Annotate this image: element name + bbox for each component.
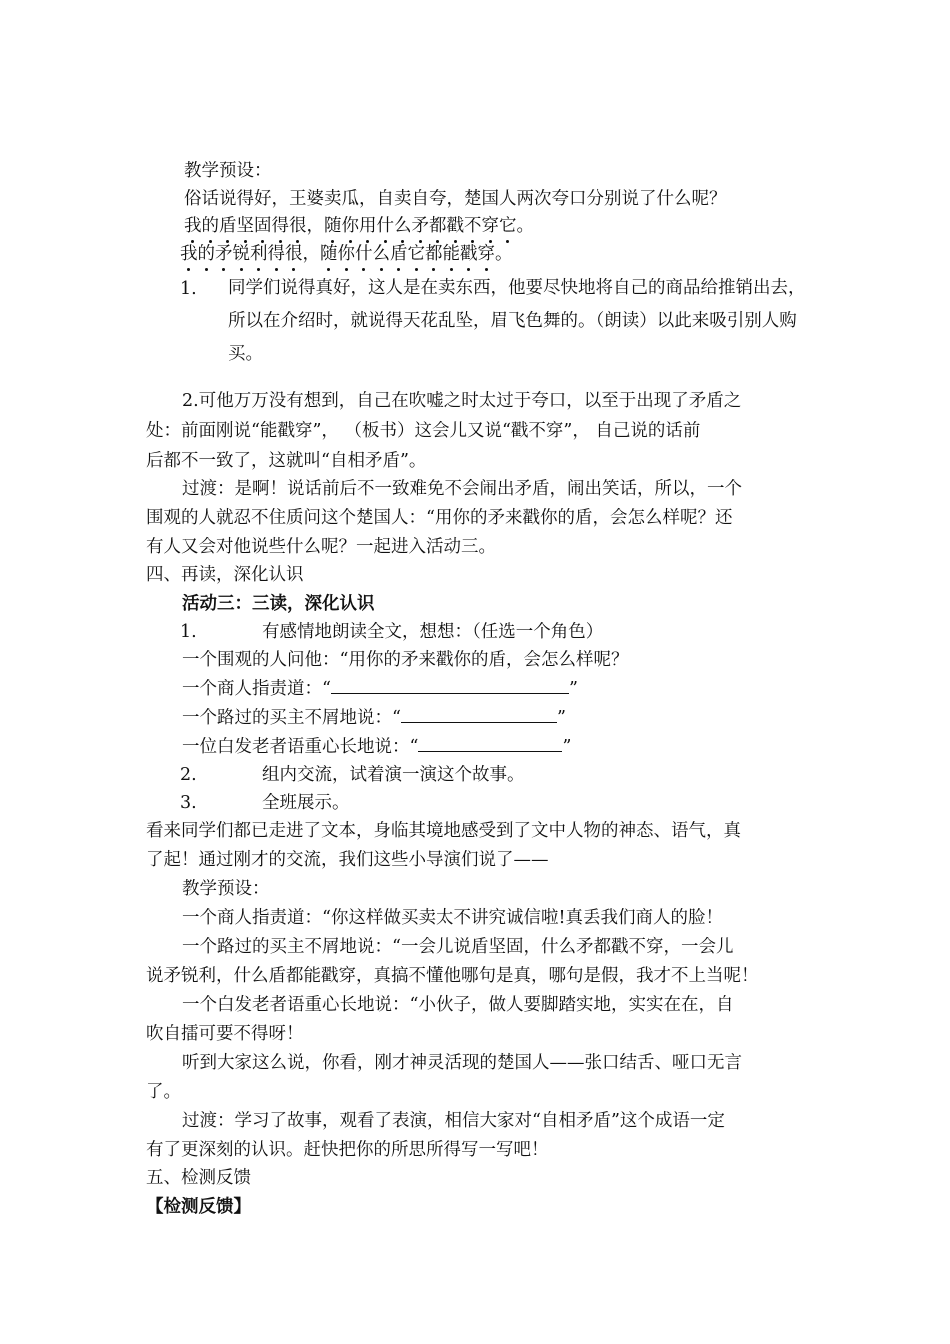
step-line: [180, 619, 603, 645]
paragraph-line: 过渡：是啊！说话前后不一致难免不会闹出矛盾，闹出笑话，所以，一个: [182, 479, 742, 499]
role-suffix: ”: [556, 708, 566, 728]
step-text: 全班展示。: [262, 793, 350, 813]
paragraph-line: 一个白发老者语重心长地说：“小伙子，做人要脚踏实地，实实在在，自: [182, 995, 734, 1015]
shield-quote-text: 我的盾坚固得很，随你用什么矛都戳不穿它。: [184, 216, 534, 236]
paragraph-line: 后都不一致了，这就叫“自相矛盾”。: [146, 451, 427, 471]
step-line: [180, 762, 525, 788]
list-number: 1.: [180, 279, 197, 299]
section-heading: 四、再读，深化认识: [146, 565, 304, 585]
paragraph-line: 围观的人就忍不住质问这个楚国人：“用你的矛来戳你的盾，会怎么样呢？还: [146, 508, 733, 528]
shield-quote-line: [184, 213, 534, 239]
step-number: 1.: [180, 622, 197, 642]
feedback-heading: 【检测反馈】: [146, 1197, 251, 1217]
paragraph-line: 一个路过的买主不屑地说：“一会儿说盾坚固，什么矛都戳不穿，一会儿: [182, 937, 734, 957]
role-fill-line: [182, 733, 571, 760]
answer-blank[interactable]: [331, 675, 569, 694]
answer-blank[interactable]: [401, 704, 557, 723]
role-line: 一个围观的人问他：“用你的矛来戳你的盾，会怎么样呢？: [182, 650, 629, 670]
paragraph-line: 一个商人指责道：“你这样做买卖太不讲究诚信啦!真丢我们商人的脸！: [182, 908, 723, 928]
preset-line: 俗话说得好，王婆卖瓜，自卖自夸，楚国人两次夸口分别说了什么呢？: [184, 189, 727, 209]
role-suffix: ”: [562, 737, 572, 757]
step-line: [180, 790, 350, 816]
section-heading: 五、检测反馈: [146, 1168, 251, 1188]
step-text: 组内交流，试着演一演这个故事。: [262, 765, 525, 785]
paragraph-line: 2.可他万万没有想到，自己在吹嘘之时太过于夸口，以至于出现了矛盾之: [182, 391, 742, 411]
role-prefix: 一个商人指责道：“: [182, 679, 331, 699]
preset-label: 教学预设：: [182, 879, 270, 899]
spear-quote-line: [180, 241, 513, 267]
paragraph-line: 有了更深刻的认识。赶快把你的所思所得写一写吧！: [146, 1140, 549, 1160]
step-text: 有感情地朗读全文，想想：（任选一个角色）: [262, 622, 604, 642]
paragraph-line: 吹自擂可要不得呀！: [146, 1024, 304, 1044]
step-number: 3.: [180, 793, 197, 813]
role-fill-line: [182, 675, 578, 702]
paragraph-line: 过渡：学习了故事，观看了表演，相信大家对“自相矛盾”这个成语一定: [182, 1111, 725, 1131]
answer-blank[interactable]: [418, 733, 562, 752]
paragraph-line: 看来同学们都已走进了文本，身临其境地感受到了文中人物的神态、语气，真: [146, 821, 741, 841]
role-fill-line: [182, 704, 566, 731]
activity-title: 活动三：三读，深化认识: [182, 594, 375, 614]
paragraph-line: 听到大家这么说，你看，刚才神灵活现的楚国人——张口结舌、哑口无言: [182, 1053, 742, 1073]
role-suffix: ”: [568, 679, 578, 699]
role-prefix: 一位白发老者语重心长地说：“: [182, 737, 419, 757]
paragraph-line: 了。: [146, 1082, 181, 1102]
paragraph-line: 了起！通过刚才的交流，我们这些小导演们说了——: [146, 850, 549, 870]
paragraph-line: 说矛锐利，什么盾都能戳穿，真搞不懂他哪句是真，哪句是假，我才不上当呢！: [146, 966, 759, 986]
step-number: 2.: [180, 765, 197, 785]
paragraph-line: 处：前面刚说“能戳穿”， （板书）这会儿又说“戳不穿”， 自己说的话前: [146, 421, 701, 441]
paragraph-line: 有人又会对他说些什么呢？一起进入活动三。: [146, 537, 496, 557]
list-item-text: 同学们说得真好，这人是在卖东西，他要尽快地将自己的商品给推销出去，所以在介绍时，就说得天花乱坠，眉飞色舞的。（朗读）以此来吸引别人购买。: [228, 278, 806, 364]
preset-label: 教学预设：: [184, 161, 272, 181]
spear-quote-text: 我的矛锐利得很，随你什么盾它都能戳穿。: [180, 244, 513, 264]
role-prefix: 一个路过的买主不屑地说：“: [182, 708, 401, 728]
